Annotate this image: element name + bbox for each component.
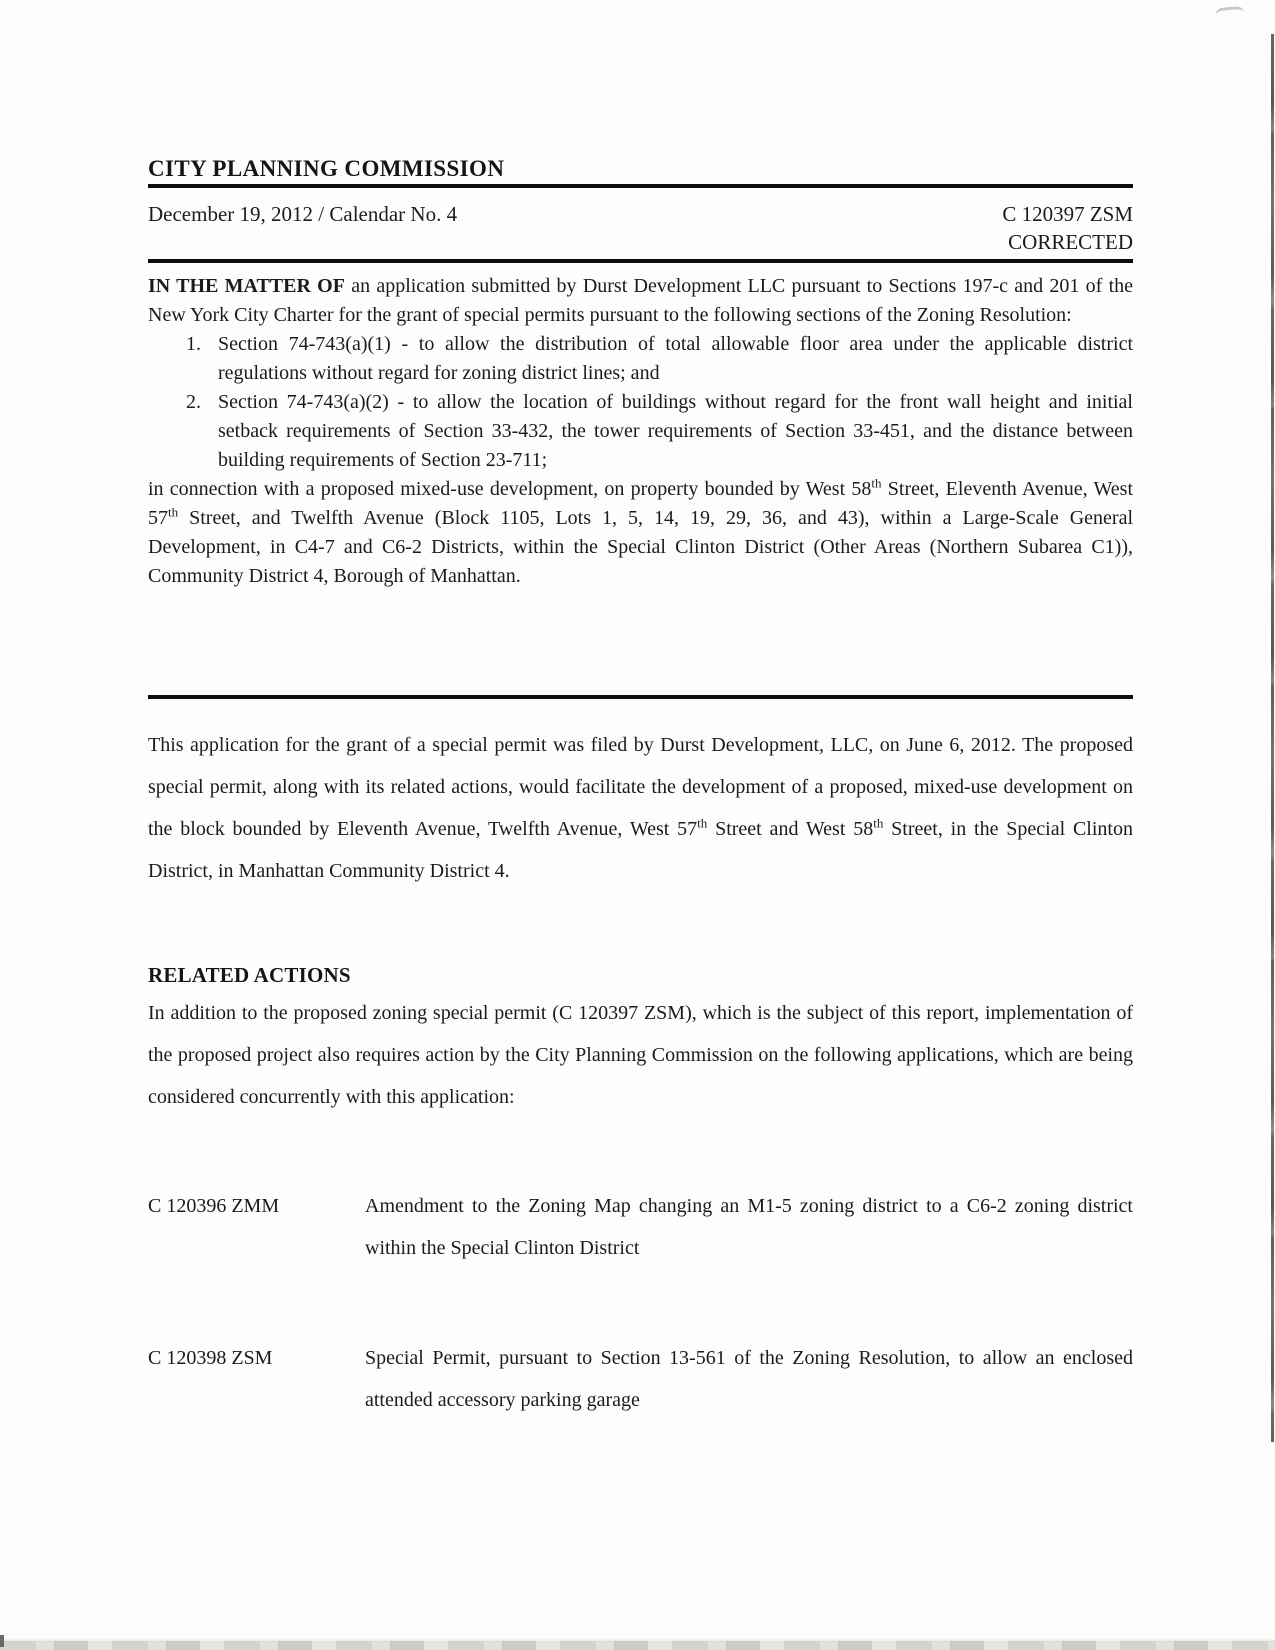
list-text-1: Section 74-743(a)(1) - to allow the distribution of total allowable floor area under the applicable district regulations without regard for zoning district lines; and [218,333,1133,384]
scan-mark-bottom-left [0,1635,4,1647]
related-actions-heading: RELATED ACTIONS [148,963,351,987]
matter-closing-paragraph [148,475,1133,591]
closing-sup-1: th [871,475,882,491]
scan-smudge-top-right [1215,6,1244,22]
matter-list-item-1 [148,330,1133,388]
filing-text-2: Street and West 58 [707,818,874,840]
related-action-case-2: C 120398 ZSM [148,1347,273,1369]
filing-text-3: Street, in the Special Clinton District, in Manhattan Community District 4. [148,818,1133,882]
commission-title: CITY PLANNING COMMISSION [148,156,505,181]
filing-sup-1: th [697,815,708,831]
in-the-matter-section [148,272,1133,591]
related-action-row-2 [148,1337,1133,1421]
closing-text-3: Street, and Twelfth Avenue (Block 1105, Lots 1, 5, 14, 19, 29, 36, and 43), within a Large-Scale General Development, in C4-7 and C6-2 Districts, within the Special Clinton District (Other Areas (Northern Subarea C1)), Community District 4, Borough of Manhattan. [148,507,1133,587]
scan-edge-line-right [1271,34,1274,1442]
related-action-description-1: Amendment to the Zoning Map changing an M1-5 zoning district to a C6-2 zoning district within the Special Clinton District [365,1195,1133,1259]
related-action-case-1: C 120396 ZMM [148,1195,280,1217]
related-action-row-1 [148,1185,1133,1269]
case-number: C 120397 ZSM [1002,202,1133,226]
related-action-description-2: Special Permit, pursuant to Section 13-561 of the Zoning Resolution, to allow an enclosed attended accessory parking garage [365,1347,1133,1411]
matter-lead: IN THE MATTER OF [148,275,345,297]
filing-text-1: This application for the grant of a special permit was filed by Durst Development, LLC, on June 6, 2012. The proposed special permit, along with its related actions, would facilitate the development of a proposed, mixed-use development on the block bounded by Eleventh Avenue, Twelfth Avenue, West 57 [148,734,1133,840]
date-calendar-line: December 19, 2012 / Calendar No. 4 [148,202,458,226]
corrected-label: CORRECTED [1008,230,1133,254]
header-rule-top [148,184,1133,188]
section-divider-rule [148,695,1133,699]
closing-sup-2: th [168,504,179,520]
matter-intro-paragraph [148,272,1133,330]
case-reference-block [1002,200,1133,256]
closing-text-2: Street, Eleventh Avenue, West 57 [148,478,1133,529]
list-text-2: Section 74-743(a)(2) - to allow the location of buildings without regard for the front wall height and initial setback requirements of Section 33-432, the tower requirements of Section 33-451, and the distance between building requirements of Section 23-711; [218,391,1133,471]
header-rule-bottom [148,259,1133,263]
closing-text-1: in connection with a proposed mixed-use development, on property bounded by West 58 [148,478,872,500]
list-number-2: 2. [186,391,201,413]
list-number-1: 1. [186,333,201,355]
filing-paragraph [148,724,1133,892]
related-actions-intro: In addition to the proposed zoning special permit (C 120397 ZSM), which is the subject of this report, implementation of the proposed project also requires action by the City Planning Commission on the following applications, which are being considered concurrently with this application: [148,1002,1133,1108]
scan-edge-band-bottom [0,1641,1275,1650]
matter-intro-text: an application submitted by Durst Development LLC pursuant to Sections 197-c and 201 of the New York City Charter for the grant of special permits pursuant to the following sections of the Zoning Resolution: [148,275,1133,326]
matter-list-item-2 [148,388,1133,475]
filing-sup-2: th [873,815,884,831]
